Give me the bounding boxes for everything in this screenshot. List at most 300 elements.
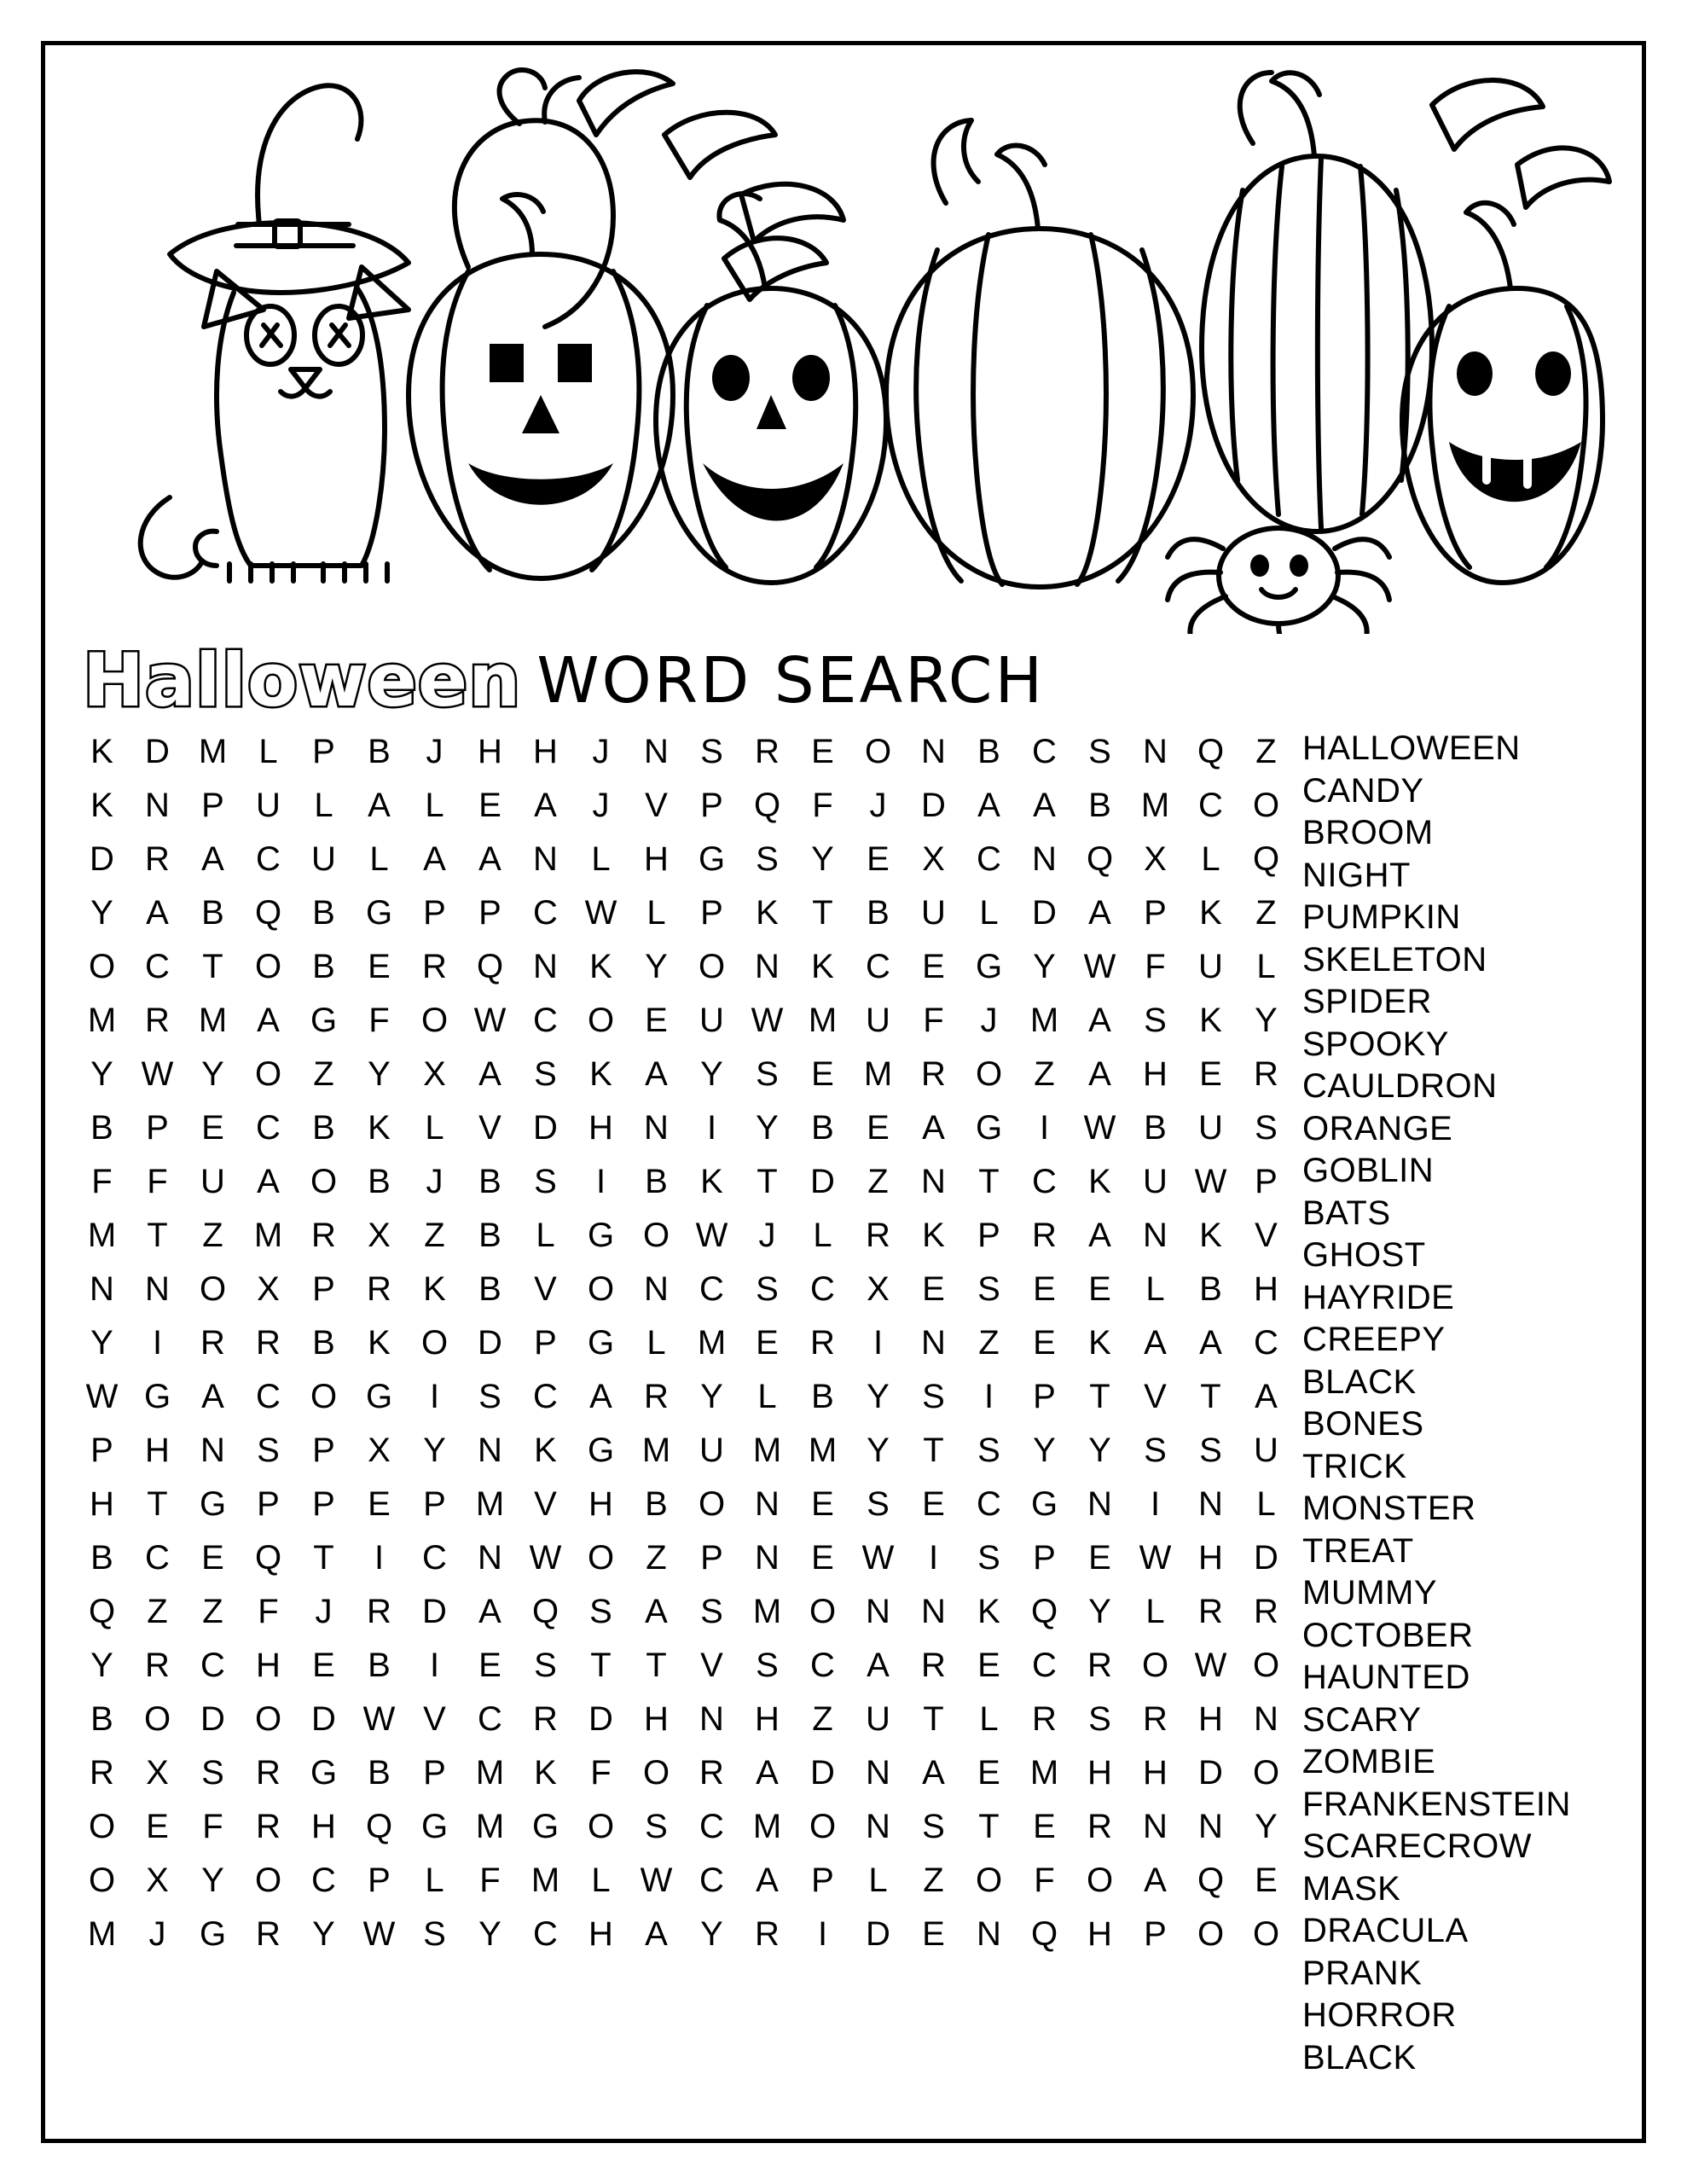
letter-cell[interactable]: O: [975, 1861, 1003, 1899]
letter-cell[interactable]: S: [1144, 1431, 1167, 1469]
letter-cell[interactable]: Z: [202, 1592, 223, 1630]
letter-cell[interactable]: O: [310, 1377, 338, 1415]
letter-cell[interactable]: N: [1198, 1484, 1223, 1523]
letter-cell[interactable]: O: [254, 1699, 282, 1738]
letter-cell[interactable]: M: [475, 1807, 505, 1845]
letter-cell[interactable]: F: [923, 1001, 944, 1039]
letter-cell[interactable]: L: [591, 839, 611, 878]
letter-cell[interactable]: R: [1254, 1054, 1278, 1093]
letter-cell[interactable]: E: [811, 732, 834, 770]
letter-cell[interactable]: P: [700, 893, 723, 932]
letter-cell[interactable]: J: [426, 732, 443, 770]
letter-cell[interactable]: A: [423, 839, 446, 878]
letter-cell[interactable]: O: [1086, 1861, 1114, 1899]
letter-cell[interactable]: P: [146, 1108, 169, 1147]
letter-cell[interactable]: L: [1201, 839, 1220, 878]
letter-cell[interactable]: A: [201, 1377, 224, 1415]
word-list-item[interactable]: CANDY: [1302, 771, 1424, 810]
letter-cell[interactable]: B: [368, 1162, 391, 1200]
letter-cell[interactable]: O: [199, 1269, 227, 1308]
letter-cell[interactable]: A: [1088, 1054, 1111, 1093]
letter-cell[interactable]: N: [533, 947, 558, 985]
letter-cell[interactable]: I: [595, 1162, 606, 1200]
letter-cell[interactable]: E: [756, 1323, 779, 1362]
letter-cell[interactable]: Y: [867, 1431, 890, 1469]
letter-cell[interactable]: Z: [202, 1216, 223, 1254]
letter-cell[interactable]: N: [644, 732, 669, 770]
letter-cell[interactable]: N: [1087, 1484, 1112, 1523]
letter-cell[interactable]: O: [809, 1807, 837, 1845]
letter-cell[interactable]: R: [145, 1646, 170, 1684]
letter-cell[interactable]: L: [1256, 1484, 1276, 1523]
letter-cell[interactable]: N: [755, 947, 780, 985]
letter-cell[interactable]: V: [423, 1699, 446, 1738]
letter-cell[interactable]: P: [1144, 893, 1167, 932]
letter-cell[interactable]: R: [311, 1216, 336, 1254]
letter-cell[interactable]: Y: [700, 1377, 723, 1415]
letter-cell[interactable]: Q: [1086, 839, 1114, 878]
letter-cell[interactable]: Q: [1197, 732, 1225, 770]
letter-cell[interactable]: C: [1032, 1646, 1057, 1684]
letter-cell[interactable]: D: [810, 1162, 835, 1200]
letter-cell[interactable]: Y: [90, 1646, 113, 1684]
letter-cell[interactable]: C: [810, 1269, 835, 1308]
letter-cell[interactable]: C: [866, 947, 890, 985]
letter-cell[interactable]: Y: [1033, 947, 1056, 985]
letter-cell[interactable]: G: [199, 1484, 227, 1523]
letter-cell[interactable]: Y: [90, 1323, 113, 1362]
letter-cell[interactable]: D: [311, 1699, 336, 1738]
letter-cell[interactable]: H: [478, 732, 502, 770]
letter-cell[interactable]: E: [922, 1484, 945, 1523]
letter-cell[interactable]: Q: [753, 786, 781, 824]
letter-cell[interactable]: R: [90, 1753, 114, 1792]
letter-cell[interactable]: P: [478, 893, 501, 932]
letter-cell[interactable]: E: [645, 1001, 668, 1039]
letter-cell[interactable]: R: [1143, 1699, 1168, 1738]
letter-cell[interactable]: R: [1198, 1592, 1223, 1630]
letter-cell[interactable]: E: [977, 1753, 1000, 1792]
letter-cell[interactable]: W: [751, 1001, 784, 1039]
word-list-item[interactable]: HORROR: [1302, 1996, 1457, 2034]
letter-cell[interactable]: H: [588, 1108, 613, 1147]
letter-cell[interactable]: H: [1254, 1269, 1278, 1308]
letter-cell[interactable]: L: [868, 1861, 888, 1899]
letter-cell[interactable]: R: [200, 1323, 225, 1362]
letter-cell[interactable]: S: [423, 1914, 446, 1953]
letter-cell[interactable]: K: [1199, 893, 1222, 932]
letter-cell[interactable]: K: [589, 947, 612, 985]
letter-cell[interactable]: X: [257, 1269, 280, 1308]
letter-cell[interactable]: M: [808, 1001, 838, 1039]
letter-cell[interactable]: K: [90, 786, 113, 824]
letter-cell[interactable]: B: [312, 1323, 335, 1362]
letter-cell[interactable]: P: [811, 1861, 834, 1899]
letter-cell[interactable]: A: [1144, 1323, 1167, 1362]
letter-cell[interactable]: Q: [1030, 1592, 1058, 1630]
letter-cell[interactable]: R: [256, 1753, 281, 1792]
letter-cell[interactable]: H: [1087, 1753, 1112, 1792]
letter-cell[interactable]: F: [479, 1861, 501, 1899]
letter-cell[interactable]: H: [90, 1484, 114, 1523]
letter-cell[interactable]: M: [752, 1431, 782, 1469]
letter-cell[interactable]: M: [530, 1861, 560, 1899]
letter-cell[interactable]: S: [534, 1162, 557, 1200]
letter-cell[interactable]: D: [810, 1753, 835, 1792]
letter-cell[interactable]: T: [646, 1646, 667, 1684]
letter-cell[interactable]: U: [866, 1699, 890, 1738]
letter-cell[interactable]: C: [256, 1108, 281, 1147]
letter-cell[interactable]: C: [977, 1484, 1001, 1523]
letter-cell[interactable]: V: [534, 1269, 557, 1308]
letter-cell[interactable]: G: [199, 1914, 227, 1953]
letter-cell[interactable]: J: [592, 732, 610, 770]
letter-cell[interactable]: F: [147, 1162, 168, 1200]
word-list-item[interactable]: PRANK: [1302, 1954, 1423, 1992]
letter-cell[interactable]: M: [808, 1431, 838, 1469]
letter-cell[interactable]: W: [85, 1377, 119, 1415]
letter-cell[interactable]: O: [698, 947, 726, 985]
letter-cell[interactable]: U: [699, 1431, 724, 1469]
letter-cell[interactable]: B: [368, 1646, 391, 1684]
letter-cell[interactable]: Z: [147, 1592, 168, 1630]
letter-cell[interactable]: K: [368, 1108, 391, 1147]
letter-cell[interactable]: Y: [867, 1377, 890, 1415]
letter-cell[interactable]: E: [312, 1646, 335, 1684]
letter-cell[interactable]: M: [752, 1807, 782, 1845]
letter-cell[interactable]: N: [145, 1269, 170, 1308]
letter-cell[interactable]: G: [587, 1431, 615, 1469]
letter-cell[interactable]: I: [817, 1914, 828, 1953]
letter-cell[interactable]: N: [921, 1323, 946, 1362]
letter-cell[interactable]: S: [756, 1646, 779, 1684]
letter-cell[interactable]: Y: [368, 1054, 391, 1093]
letter-cell[interactable]: D: [422, 1592, 447, 1630]
letter-cell[interactable]: R: [755, 732, 780, 770]
letter-cell[interactable]: R: [367, 1269, 391, 1308]
letter-cell[interactable]: M: [475, 1484, 505, 1523]
word-list-item[interactable]: PUMPKIN: [1302, 898, 1461, 936]
letter-cell[interactable]: K: [589, 1054, 612, 1093]
letter-cell[interactable]: L: [1256, 947, 1276, 985]
letter-cell[interactable]: D: [478, 1323, 502, 1362]
letter-cell[interactable]: J: [980, 1001, 998, 1039]
letter-cell[interactable]: R: [367, 1592, 391, 1630]
letter-cell[interactable]: Z: [1255, 732, 1277, 770]
letter-cell[interactable]: C: [1032, 732, 1057, 770]
letter-cell[interactable]: C: [977, 839, 1001, 878]
word-list-item[interactable]: GHOST: [1302, 1236, 1426, 1274]
letter-cell[interactable]: Z: [867, 1162, 889, 1200]
letter-cell[interactable]: A: [201, 839, 224, 878]
letter-cell[interactable]: Z: [313, 1054, 334, 1093]
letter-cell[interactable]: P: [312, 1484, 335, 1523]
letter-cell[interactable]: N: [699, 1699, 724, 1738]
word-list-item[interactable]: SCARECROW: [1302, 1827, 1532, 1865]
letter-cell[interactable]: W: [640, 1861, 673, 1899]
letter-cell[interactable]: X: [423, 1054, 446, 1093]
letter-cell[interactable]: X: [146, 1753, 169, 1792]
letter-cell[interactable]: T: [202, 947, 223, 985]
letter-cell[interactable]: L: [1145, 1592, 1165, 1630]
letter-cell[interactable]: S: [867, 1484, 890, 1523]
letter-cell[interactable]: I: [429, 1377, 440, 1415]
letter-cell[interactable]: H: [256, 1646, 281, 1684]
letter-cell[interactable]: W: [529, 1538, 562, 1577]
word-list-item[interactable]: BONES: [1302, 1405, 1424, 1443]
letter-cell[interactable]: S: [1199, 1431, 1222, 1469]
word-list-item[interactable]: FRANKENSTEIN: [1302, 1785, 1571, 1823]
letter-cell[interactable]: L: [646, 893, 666, 932]
letter-cell[interactable]: Y: [90, 1054, 113, 1093]
letter-cell[interactable]: O: [642, 1753, 670, 1792]
letter-cell[interactable]: L: [314, 786, 333, 824]
letter-cell[interactable]: W: [1194, 1162, 1227, 1200]
letter-cell[interactable]: I: [374, 1538, 385, 1577]
letter-cell[interactable]: D: [533, 1108, 558, 1147]
letter-cell[interactable]: W: [362, 1914, 396, 1953]
letter-cell[interactable]: O: [975, 1054, 1003, 1093]
letter-cell[interactable]: V: [645, 786, 668, 824]
letter-cell[interactable]: E: [146, 1807, 169, 1845]
letter-cell[interactable]: I: [983, 1377, 994, 1415]
letter-cell[interactable]: D: [1198, 1753, 1223, 1792]
letter-cell[interactable]: T: [590, 1646, 612, 1684]
letter-cell[interactable]: A: [1088, 1216, 1111, 1254]
letter-cell[interactable]: B: [478, 1162, 501, 1200]
letter-cell[interactable]: U: [200, 1162, 225, 1200]
letter-cell[interactable]: F: [590, 1753, 612, 1792]
letter-cell[interactable]: A: [368, 786, 391, 824]
letter-cell[interactable]: Y: [423, 1431, 446, 1469]
letter-cell[interactable]: K: [368, 1323, 391, 1362]
letter-cell[interactable]: C: [478, 1699, 502, 1738]
letter-cell[interactable]: N: [921, 1162, 946, 1200]
letter-cell[interactable]: E: [922, 1269, 945, 1308]
letter-cell[interactable]: M: [1029, 1753, 1059, 1792]
letter-cell[interactable]: A: [1088, 893, 1111, 932]
letter-cell[interactable]: P: [1144, 1914, 1167, 1953]
letter-cell[interactable]: D: [145, 732, 170, 770]
letter-cell[interactable]: R: [810, 1323, 835, 1362]
letter-cell[interactable]: O: [143, 1699, 171, 1738]
letter-cell[interactable]: U: [921, 893, 946, 932]
letter-cell[interactable]: W: [1194, 1646, 1227, 1684]
letter-cell[interactable]: Z: [424, 1216, 445, 1254]
letter-cell[interactable]: Z: [1255, 893, 1277, 932]
letter-cell[interactable]: V: [478, 1108, 501, 1147]
letter-cell[interactable]: N: [478, 1431, 502, 1469]
letter-cell[interactable]: O: [420, 1323, 449, 1362]
letter-cell[interactable]: J: [148, 1914, 166, 1953]
letter-cell[interactable]: Q: [254, 1538, 282, 1577]
letter-cell[interactable]: T: [1089, 1377, 1110, 1415]
letter-cell[interactable]: U: [1198, 947, 1223, 985]
letter-cell[interactable]: G: [975, 1108, 1003, 1147]
letter-cell[interactable]: P: [1255, 1162, 1278, 1200]
letter-cell[interactable]: I: [152, 1323, 163, 1362]
letter-cell[interactable]: I: [429, 1646, 440, 1684]
letter-cell[interactable]: I: [872, 1323, 884, 1362]
letter-cell[interactable]: C: [311, 1861, 336, 1899]
letter-cell[interactable]: Q: [476, 947, 504, 985]
letter-cell[interactable]: F: [202, 1807, 223, 1845]
letter-cell[interactable]: M: [87, 1914, 117, 1953]
word-list-item[interactable]: HAYRIDE: [1302, 1278, 1455, 1316]
letter-cell[interactable]: B: [478, 1269, 501, 1308]
letter-cell[interactable]: B: [867, 893, 890, 932]
letter-cell[interactable]: A: [1033, 786, 1056, 824]
letter-cell[interactable]: C: [533, 893, 558, 932]
word-list-item[interactable]: ZOMBIE: [1302, 1743, 1436, 1780]
letter-cell[interactable]: D: [1254, 1538, 1278, 1577]
letter-cell[interactable]: O: [587, 1807, 615, 1845]
letter-cell[interactable]: V: [534, 1484, 557, 1523]
letter-cell[interactable]: W: [584, 893, 617, 932]
letter-cell[interactable]: P: [312, 732, 335, 770]
letter-cell[interactable]: O: [642, 1216, 670, 1254]
letter-cell[interactable]: B: [1088, 786, 1111, 824]
letter-cell[interactable]: A: [257, 1162, 280, 1200]
letter-cell[interactable]: G: [698, 839, 726, 878]
letter-cell[interactable]: E: [1255, 1861, 1278, 1899]
letter-cell[interactable]: G: [143, 1377, 171, 1415]
letter-cell[interactable]: E: [368, 947, 391, 985]
letter-cell[interactable]: M: [1140, 786, 1170, 824]
letter-cell[interactable]: E: [811, 1484, 834, 1523]
letter-cell[interactable]: Q: [365, 1807, 393, 1845]
letter-cell[interactable]: D: [1032, 893, 1057, 932]
letter-cell[interactable]: D: [921, 786, 946, 824]
letter-cell[interactable]: W: [362, 1699, 396, 1738]
letter-cell[interactable]: E: [977, 1646, 1000, 1684]
letter-cell[interactable]: R: [921, 1054, 946, 1093]
letter-cell[interactable]: I: [1039, 1108, 1050, 1147]
letter-cell[interactable]: E: [368, 1484, 391, 1523]
letter-cell[interactable]: B: [368, 1753, 391, 1792]
word-list-item[interactable]: BLACK: [1302, 2038, 1417, 2077]
word-list-item[interactable]: CAULDRON: [1302, 1067, 1498, 1105]
letter-cell[interactable]: B: [478, 1216, 501, 1254]
letter-cell[interactable]: P: [700, 786, 723, 824]
letter-cell[interactable]: K: [534, 1753, 557, 1792]
letter-cell[interactable]: P: [700, 1538, 723, 1577]
letter-cell[interactable]: F: [1034, 1861, 1055, 1899]
letter-cell[interactable]: L: [979, 893, 999, 932]
letter-cell[interactable]: C: [200, 1646, 225, 1684]
letter-cell[interactable]: K: [811, 947, 834, 985]
letter-cell[interactable]: S: [756, 1269, 779, 1308]
letter-cell[interactable]: O: [587, 1538, 615, 1577]
letter-cell[interactable]: F: [258, 1592, 279, 1630]
letter-cell[interactable]: L: [425, 786, 444, 824]
letter-cell[interactable]: Y: [1033, 1431, 1056, 1469]
letter-cell[interactable]: S: [1088, 732, 1111, 770]
letter-cell[interactable]: N: [200, 1431, 225, 1469]
letter-cell[interactable]: E: [811, 1054, 834, 1093]
letter-cell[interactable]: G: [531, 1807, 559, 1845]
word-list-item[interactable]: GOBLIN: [1302, 1152, 1435, 1189]
letter-cell[interactable]: B: [645, 1162, 668, 1200]
letter-cell[interactable]: K: [534, 1431, 557, 1469]
letter-cell[interactable]: K: [423, 1269, 446, 1308]
letter-cell[interactable]: B: [1144, 1108, 1167, 1147]
letter-cell[interactable]: S: [700, 732, 723, 770]
letter-cell[interactable]: F: [812, 786, 833, 824]
letter-cell[interactable]: P: [1033, 1377, 1056, 1415]
letter-cell[interactable]: O: [88, 947, 116, 985]
letter-cell[interactable]: T: [812, 893, 833, 932]
letter-cell[interactable]: S: [922, 1807, 945, 1845]
letter-cell[interactable]: Q: [1252, 839, 1280, 878]
letter-cell[interactable]: T: [923, 1699, 944, 1738]
letter-cell[interactable]: X: [146, 1861, 169, 1899]
letter-cell[interactable]: A: [478, 1592, 501, 1630]
letter-cell[interactable]: I: [1150, 1484, 1161, 1523]
letter-cell[interactable]: H: [644, 1699, 669, 1738]
letter-cell[interactable]: S: [756, 1054, 779, 1093]
letter-cell[interactable]: Y: [1088, 1592, 1111, 1630]
letter-cell[interactable]: N: [1143, 1216, 1168, 1254]
letter-cell[interactable]: G: [365, 1377, 393, 1415]
letter-cell[interactable]: B: [312, 1108, 335, 1147]
letter-cell[interactable]: P: [534, 1323, 557, 1362]
letter-cell[interactable]: O: [587, 1001, 615, 1039]
letter-cell[interactable]: S: [1255, 1108, 1278, 1147]
letter-cell[interactable]: O: [420, 1001, 449, 1039]
letter-cell[interactable]: O: [88, 1861, 116, 1899]
letter-cell[interactable]: C: [699, 1807, 724, 1845]
letter-cell[interactable]: E: [1033, 1269, 1056, 1308]
letter-cell[interactable]: U: [256, 786, 281, 824]
letter-cell[interactable]: C: [256, 1377, 281, 1415]
letter-cell[interactable]: A: [478, 839, 501, 878]
letter-cell[interactable]: O: [864, 732, 892, 770]
letter-cell[interactable]: Y: [478, 1914, 501, 1953]
letter-cell[interactable]: Y: [645, 947, 668, 985]
letter-cell[interactable]: B: [1199, 1269, 1222, 1308]
letter-cell[interactable]: Y: [1088, 1431, 1111, 1469]
letter-cell[interactable]: G: [310, 1001, 338, 1039]
letter-cell[interactable]: B: [312, 947, 335, 985]
letter-cell[interactable]: L: [258, 732, 278, 770]
letter-cell[interactable]: S: [589, 1592, 612, 1630]
letter-cell[interactable]: E: [1033, 1807, 1056, 1845]
letter-cell[interactable]: R: [644, 1377, 669, 1415]
letter-cell[interactable]: X: [1144, 839, 1167, 878]
letter-cell[interactable]: T: [978, 1162, 1000, 1200]
letter-cell[interactable]: K: [977, 1592, 1000, 1630]
letter-cell[interactable]: P: [90, 1431, 113, 1469]
letter-cell[interactable]: M: [87, 1216, 117, 1254]
letter-cell[interactable]: C: [533, 1001, 558, 1039]
letter-cell[interactable]: W: [1083, 947, 1116, 985]
word-list-item[interactable]: MASK: [1302, 1869, 1401, 1908]
letter-cell[interactable]: R: [755, 1914, 780, 1953]
word-list-item[interactable]: DRACULA: [1302, 1912, 1469, 1949]
letter-cell[interactable]: O: [254, 1054, 282, 1093]
letter-cell[interactable]: A: [756, 1753, 779, 1792]
letter-cell[interactable]: D: [866, 1914, 890, 1953]
letter-cell[interactable]: G: [1030, 1484, 1058, 1523]
letter-cell[interactable]: E: [478, 1646, 501, 1684]
letter-cell[interactable]: E: [201, 1538, 224, 1577]
letter-cell[interactable]: N: [921, 732, 946, 770]
letter-cell[interactable]: X: [368, 1431, 391, 1469]
letter-cell[interactable]: P: [257, 1484, 280, 1523]
letter-cell[interactable]: K: [90, 732, 113, 770]
letter-cell[interactable]: N: [478, 1538, 502, 1577]
